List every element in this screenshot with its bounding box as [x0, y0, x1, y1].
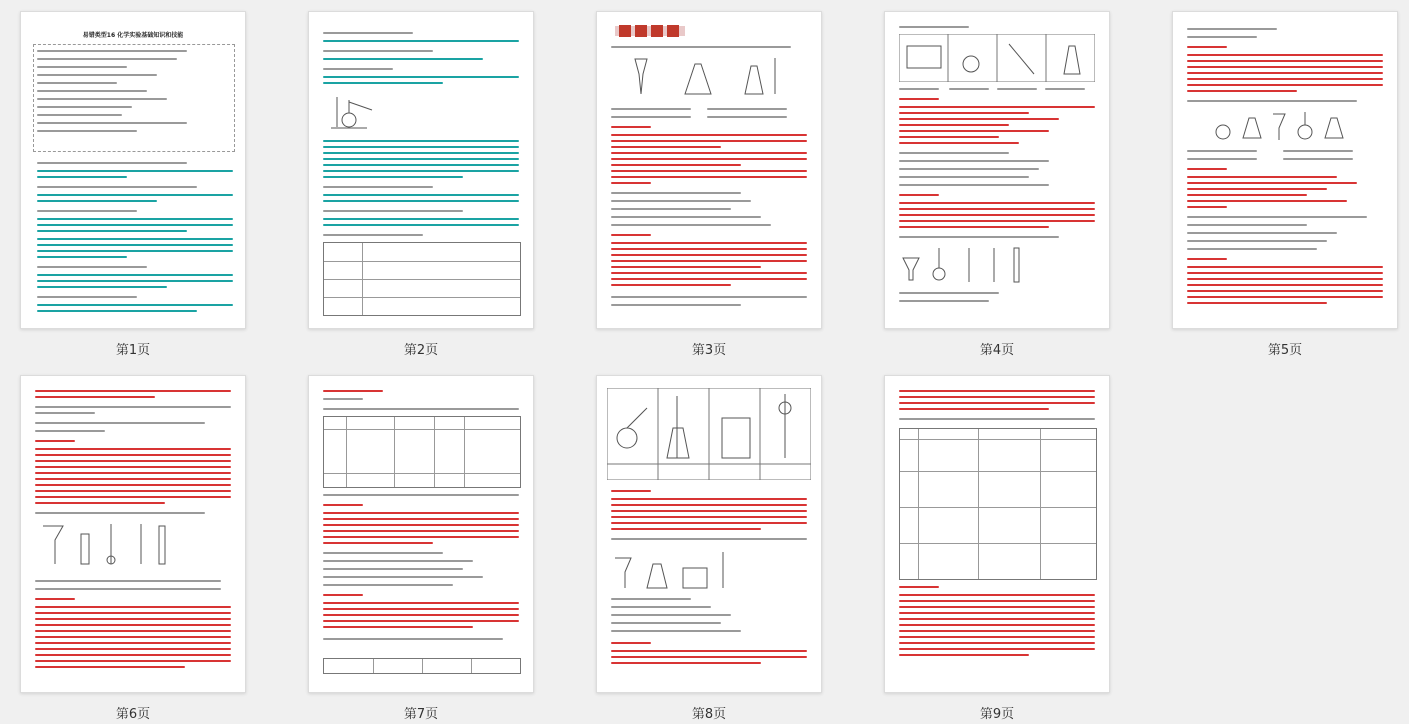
page-label-6: 第6页 [115, 707, 151, 722]
experiment-figure-image [607, 388, 811, 480]
page-preview-5[interactable] [1172, 11, 1398, 329]
answer-option-table [323, 658, 521, 674]
section-banner [615, 24, 685, 38]
methods-table [323, 242, 521, 316]
apparatus-image [625, 54, 795, 104]
page-label-2: 第2页 [403, 343, 439, 358]
page-label-4: 第4页 [979, 343, 1015, 358]
experiment-table [323, 416, 521, 488]
page-preview-9[interactable] [884, 375, 1110, 693]
page-label-5: 第5页 [1267, 343, 1303, 358]
instrument-figure-image [899, 244, 1095, 284]
document-title: 易错类型16 化学实验基础知识和技能 [82, 32, 184, 39]
page-preview-1[interactable] [20, 11, 246, 329]
glassware-figure-image [1213, 108, 1363, 142]
filtration-figure-image [41, 520, 191, 568]
titration-figure-image [611, 548, 741, 592]
page-label-8: 第8页 [691, 707, 727, 722]
page-preview-4[interactable] [884, 11, 1110, 329]
page-preview-8[interactable] [596, 375, 822, 693]
page-label-7: 第7页 [403, 707, 439, 722]
page-label-3: 第3页 [691, 343, 727, 358]
page-label-9: 第9页 [979, 707, 1015, 722]
page-preview-6[interactable] [20, 375, 246, 693]
page-preview-7[interactable] [308, 375, 534, 693]
page-preview-2[interactable] [308, 11, 534, 329]
experiment-operation-table [899, 428, 1097, 580]
distillation-apparatus-image [327, 92, 377, 132]
question-figure-image [899, 34, 1095, 82]
page-label-1: 第1页 [115, 343, 151, 358]
page-preview-3[interactable] [596, 11, 822, 329]
